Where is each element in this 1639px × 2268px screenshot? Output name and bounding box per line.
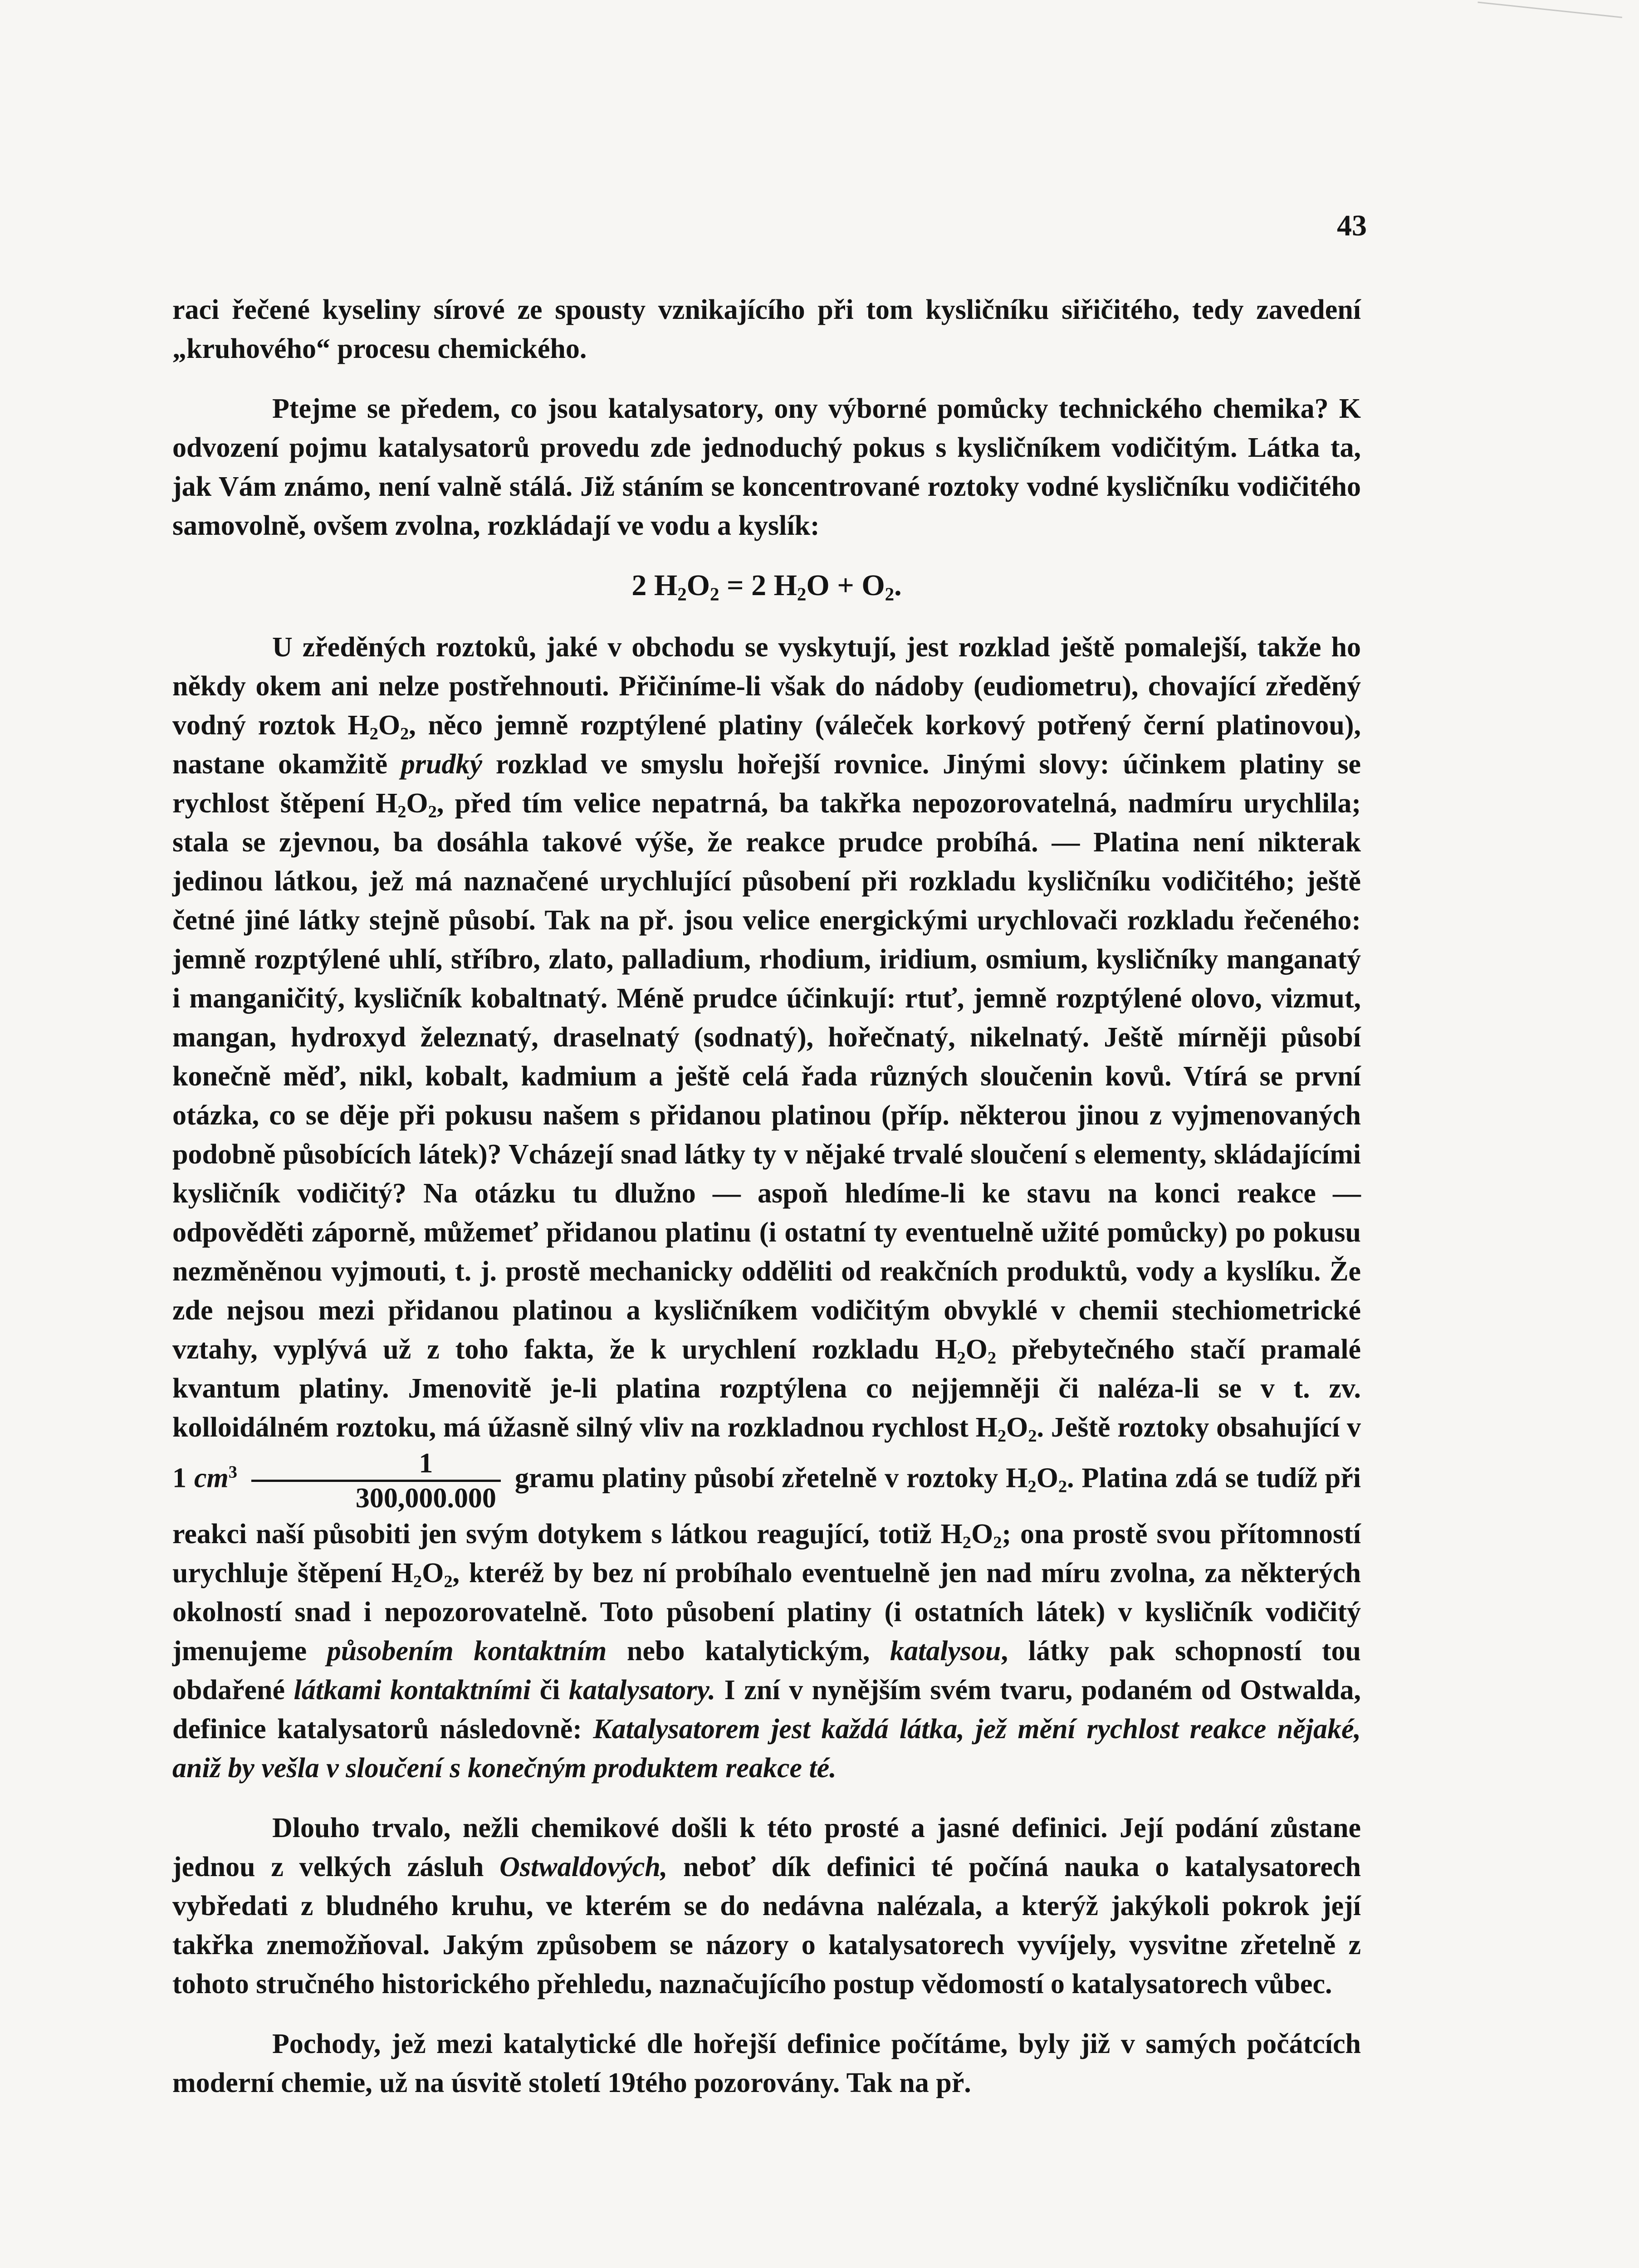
eq-lhs-h-sub: 2 [677,584,687,605]
text-run: , něco jemně rozptýlené platiny (váleček korkový potřený černí platinovou), nastane okamžitě [172,710,1361,780]
text-run: neboť dík definici té počíná nauka o katalysatorech vybředati z bludného kruhu, ve kterém se do nedávna nalézala, a kterýž jakýkoli pokrok její takřka znemožňoval. Jakým způsobem se názory o katalysatorech vyvíjely, vysvitne zřetelně z tohoto stručného historického přehledu, naznačujícího postup vědomostí o katalysatorech vůbec. [172,1852,1361,1999]
eq-equals: = [726,569,744,602]
text-run: , látky pak schopností tou obdařené [172,1636,1361,1706]
subscript: 2 [1027,1477,1037,1496]
eq-plus: + [837,569,854,602]
subscript: 2 [444,1572,453,1591]
italic-run: katalysou [890,1636,1001,1667]
page-number: 43 [1337,209,1367,242]
subscript: 2 [987,1348,997,1368]
text-run: rozklad ve smyslu hořejší rovnice. Jinými slovy: účinkem platiny se rychlost štěpení H [172,749,1361,819]
text-run: , před tím velice nepatrná, ba takřka nepozorovatelná, nadmíru urychlila; stala se zjevnou, ba dosáhla takové výše, že reakce prudce probíhá. — Platina není nikterak jedinou látkou, jež má naznačené urychlující působení při rozkladu kysličníku vodičitého; ještě četné jiné látky stejně působí. Tak na př. jsou velice energickými urychlovači rozkladu řečeného: jemně rozptýlené uhlí, stříbro, zlato, palladium, rhodium, iridium, osmium, kysličníky manganatý i manganičitý, kysličník kobaltnatý. Méně prudce účinkují: rtuť, jemně rozptýlené olovo, vizmut, mangan, hydroxyd železnatý, draselnatý (sodnatý), hořečnatý, nikelnatý. Ještě mírněji působí konečně měď, nikl, kobalt, kadmium a ještě celá řada různých sloučenin kovů. Vtírá se první otázka, co se děje při pokusu našem s přidanou platinou (příp. některou jinou z vyjmenovaných podobně působících látek)? Vcházejí snad látky ty v nějaké trvalé sloučení s elementy, skládajícími kysličník vodičitý? Na otázku tu dlužno — aspoň hledíme-li ke stavu na konci reakce — odpověděti záporně, můžemeť přidanou platinu (i ostatní ty eventuelně užité pomůcky) po pokusu nezměněnou vyjmouti, t. j. prostě mechanicky odděliti od reakčních produktů, vody a kyslíku. Že zde nejsou mezi přidanou platinou a kysličníkem vodičitým obvyklé v chemii stechiometrické vztahy, vyplývá už z toho fakta, že k urychlení rozkladu H [172,788,1361,1365]
paragraph [172,628,1361,1788]
fraction-numerator: 1 [251,1447,501,1482]
text-run: Ptejme se předem, co jsou katalysatory, ony výborné pomůcky technického chemika? K odvození pojmu katalysatorů provedu zde jednoduchý pokus s kysličníkem vodičitým. Látka ta, jak Vám známo, není valně stálá. Již stáním se koncentrované roztoky vodné kysličníku vodičitého samovolně, ovšem zvolna, rozkládají ve vodu a kyslík: [172,393,1361,541]
eq-rhs-h-sub: 2 [797,584,807,605]
eq-lhs-o-sub: 2 [710,584,719,605]
text-run: O [1036,1462,1058,1494]
paragraph [172,389,1361,545]
subscript: 2 [1028,1426,1037,1446]
text-run: O [378,710,401,741]
paragraph [172,290,1361,368]
italic-run: katalysatory. [568,1675,716,1706]
subscript: 2 [962,1533,971,1552]
italic-run: Katalysatorem jest každá látka, jež mění rychlost reakce nějaké, aniž by vešla v sloučení s konečným produktem reakce té. [172,1714,1361,1784]
eq-end: . [894,569,902,602]
text-run: U zředěných roztoků, jaké v obchodu se vyskytují, jest rozklad ještě pomalejší, takže ho někdy okem ani nelze postřehnouti. Přičiníme-li však do nádoby (eudiometru), chovající zředěný vodný roztok H [172,632,1361,741]
text-run: . Platina zdá se tudíž při reakci naší působiti jen svým dotykem s látkou reagující, totiž H [172,1462,1361,1549]
eq-rhs-h: H [773,569,797,602]
italic-run: působením kontaktním [327,1636,607,1667]
chemical-equation [172,566,1361,605]
text-run: Pochody, jež mezi katalytické dle hořejší definice počítáme, byly již v samých počátcích moderní chemie, už na úsvitě století 19tého pozorovány. Tak na př. [172,2028,1361,2098]
text-run: nebo katalytickým, [607,1636,890,1667]
text-run: , kteréž by bez ní probíhalo eventuelně jen nad míru zvolna, za některých okolností snad i nepozorovatelně. Toto působení platiny (i ostatních látek) v kysličník vodičitý jmenujeme [172,1558,1361,1667]
scan-edge-mark [1474,1,1622,49]
subscript: 2 [997,1426,1007,1446]
subscript: 2 [428,802,437,821]
subscript: 2 [397,802,406,821]
subscript: 2 [993,1533,1002,1552]
subscript: 2 [369,724,378,743]
text-run: O [1006,1412,1028,1443]
text-run: O [965,1334,988,1365]
subscript: 2 [957,1348,966,1368]
superscript: 3 [228,1462,237,1482]
eq-lhs-o: O [686,569,710,602]
eq-o2: O [861,569,885,602]
text-run: O [422,1558,444,1589]
text-run: O [971,1519,993,1549]
text-run: I zní v nynějším svém tvaru, podaném od Ostwalda, definice katalysatorů následovně: [172,1675,1361,1745]
italic-run: cm [194,1462,229,1494]
body-text [172,290,1361,2123]
text-run [237,1463,245,1494]
text-run: O [406,788,428,819]
italic-run: prudký [401,749,483,780]
eq-lhs-coef: 2 [631,569,647,602]
text-run: přebytečného stačí pramalé kvantum platiny. Jmenovitě je-li platina rozptýlena co nejjemněji či naléza-li se v t. zv. kolloidálném roztoku, má úžasně silný vliv na rozkladnou rychlost H [172,1334,1361,1443]
fraction-denominator: 300,000.000 [355,1483,496,1514]
subscript: 2 [413,1572,422,1591]
eq-rhs-o: O [806,569,830,602]
eq-rhs-coef: 2 [751,569,767,602]
text-run: či [531,1675,569,1706]
eq-o2-sub: 2 [885,584,895,605]
text-run: Dlouho trvalo, nežli chemikové došli k této prosté a jasné definici. Její podání zůstane jednou z velkých zásluh [172,1813,1361,1882]
text-run: . Ještě roztoky obsahující v 1 [172,1412,1361,1494]
text-run: raci řečené kyseliny sírové ze spousty vznikajícího při tom kysličníku siřičitého, tedy zavedení „kruhového“ procesu chemického. [172,294,1361,364]
text-run: ; ona prostě svou přítomností urychluje štěpení H [172,1519,1361,1589]
paragraph [172,1809,1361,2004]
eq-lhs-h: H [654,569,678,602]
subscript: 2 [1058,1477,1067,1496]
fraction [251,1447,501,1515]
text-run: gramu platiny působí zřetelně v roztoky H [507,1462,1028,1494]
italic-run: Ostwaldových, [499,1852,668,1882]
italic-run: látkami kontaktními [294,1675,531,1706]
subscript: 2 [400,724,409,743]
paragraph [172,2024,1361,2102]
